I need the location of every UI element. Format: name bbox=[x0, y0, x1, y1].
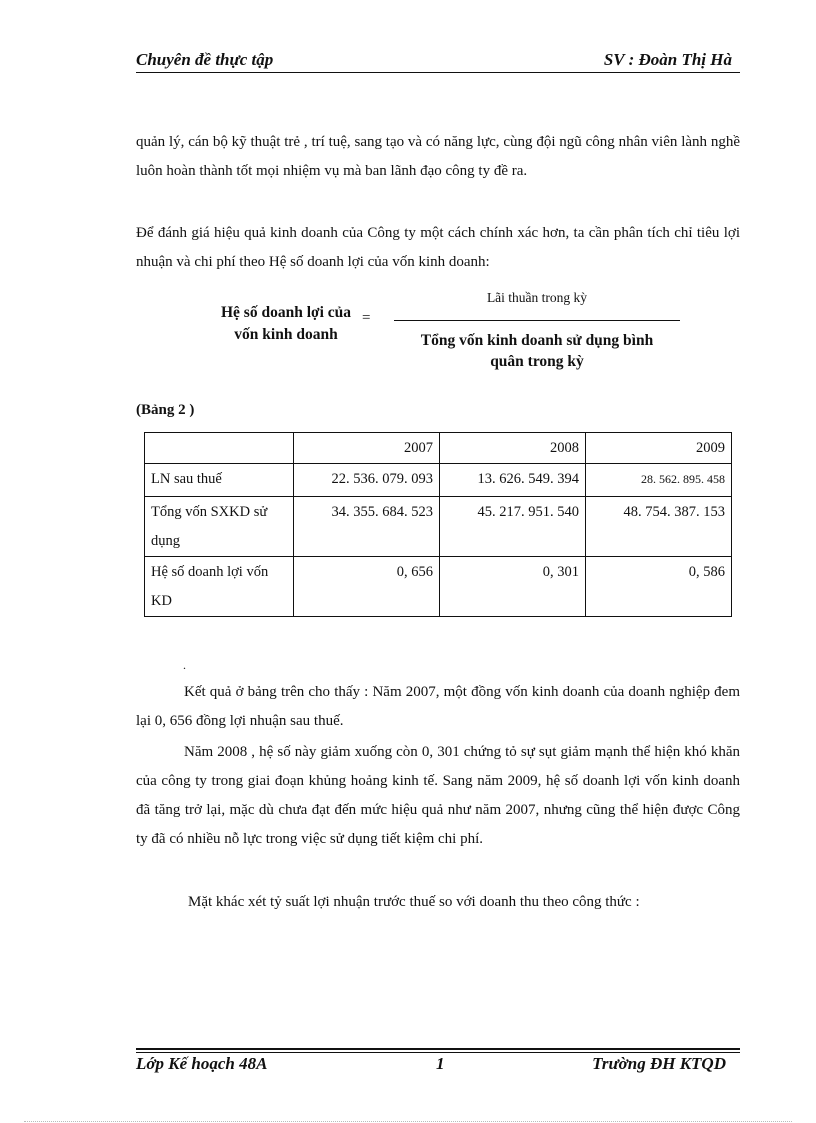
formula-fraction-bar bbox=[394, 320, 680, 321]
formula-denominator-line1: Tổng vốn kinh doanh sử dụng bình bbox=[420, 332, 654, 349]
paragraph-analysis: Để đánh giá hiệu quả kinh doanh của Công ty một cách chính xác hơn, ta cần phân tích chỉ tiêu lợi nhuận và chi phí theo Hệ số doanh lợi của vốn kinh doanh: bbox=[136, 225, 740, 270]
stray-dot: . bbox=[183, 658, 186, 672]
paragraph-result-2007: Kết quả ở bảng trên cho thấy : Năm 2007, một đồng vốn kinh doanh của doanh nghiệp đem lại 0, 656 đồng lợi nhuận sau thuế. bbox=[136, 684, 740, 729]
footer-class-name: Lớp Kế hoạch 48A bbox=[136, 1054, 268, 1073]
formula-profit-ratio bbox=[136, 286, 740, 376]
table-caption: (Bảng 2 ) bbox=[136, 402, 195, 418]
table-cell: 0, 656 bbox=[294, 557, 440, 617]
header-course-title: Chuyên đề thực tập bbox=[136, 50, 274, 69]
footer-rule bbox=[136, 1048, 740, 1050]
page-header bbox=[136, 50, 740, 74]
table-cell-label: LN sau thuế bbox=[145, 464, 294, 497]
data-table bbox=[144, 432, 732, 617]
formula-lhs-line2: vốn kinh doanh bbox=[234, 326, 338, 343]
page-footer bbox=[136, 1048, 740, 1078]
table-header-cell: 2009 bbox=[586, 433, 732, 464]
footer-rule-thin bbox=[136, 1052, 740, 1053]
formula-equals: = bbox=[362, 310, 371, 326]
table-cell-label: Hệ số doanh lợi vốn KD bbox=[145, 557, 294, 617]
formula-denominator-line2: quân trong kỳ bbox=[490, 353, 584, 370]
table-row bbox=[145, 497, 732, 557]
header-rule bbox=[136, 72, 740, 73]
formula-denominator bbox=[394, 330, 680, 372]
table-cell-label: Tổng vốn SXKD sử dụng bbox=[145, 497, 294, 557]
footer-university: Trường ĐH KTQD bbox=[592, 1054, 726, 1073]
table-cell: 22. 536. 079. 093 bbox=[294, 464, 440, 497]
table-cell: 48. 754. 387. 153 bbox=[586, 497, 732, 557]
table-cell: 28. 562. 895. 458 bbox=[586, 464, 732, 497]
formula-numerator: Lãi thuần trong kỳ bbox=[486, 290, 588, 305]
table-header-cell: 2008 bbox=[440, 433, 586, 464]
table-cell: 0, 586 bbox=[586, 557, 732, 617]
table-row bbox=[145, 464, 732, 497]
formula-lhs bbox=[196, 302, 376, 346]
paragraph-next-formula: Mặt khác xét tỷ suất lợi nhuận trước thuế so với doanh thu theo công thức : bbox=[188, 894, 640, 910]
paragraph-intro: quản lý, cán bộ kỹ thuật trẻ , trí tuệ, sang tạo và có năng lực, cùng đội ngũ công nhân viên lành nghề luôn hoàn thành tốt mọi nhiệm vụ mà ban lãnh đạo công ty đề ra. bbox=[136, 134, 740, 179]
table-header-cell: 2007 bbox=[294, 433, 440, 464]
table-cell: 13. 626. 549. 394 bbox=[440, 464, 586, 497]
paragraph-result-2008-2009: Năm 2008 , hệ số này giảm xuống còn 0, 301 chứng tỏ sự sụt giảm mạnh thể hiện khó khăn của công ty trong giai đoạn khủng hoảng kinh tế. Sang năm 2009, hệ số doanh lợi vốn kinh doanh đã tăng trở lại, mặc dù chưa đạt đến mức hiệu quả như năm 2007, nhưng cũng thể hiện được Công ty đã có nhiều nỗ lực trong việc sử dụng tiết kiệm chi phí. bbox=[136, 744, 740, 847]
table-row bbox=[145, 557, 732, 617]
table-cell: 34. 355. 684. 523 bbox=[294, 497, 440, 557]
table-header-cell bbox=[145, 433, 294, 464]
page-number: 1 bbox=[436, 1054, 445, 1073]
table-cell: 45. 217. 951. 540 bbox=[440, 497, 586, 557]
header-student-name: SV : Đoàn Thị Hà bbox=[603, 50, 732, 69]
formula-lhs-line1: Hệ số doanh lợi của bbox=[220, 304, 352, 321]
table-cell: 0, 301 bbox=[440, 557, 586, 617]
page-bottom-border bbox=[24, 1121, 792, 1122]
table-header-row bbox=[145, 433, 732, 464]
